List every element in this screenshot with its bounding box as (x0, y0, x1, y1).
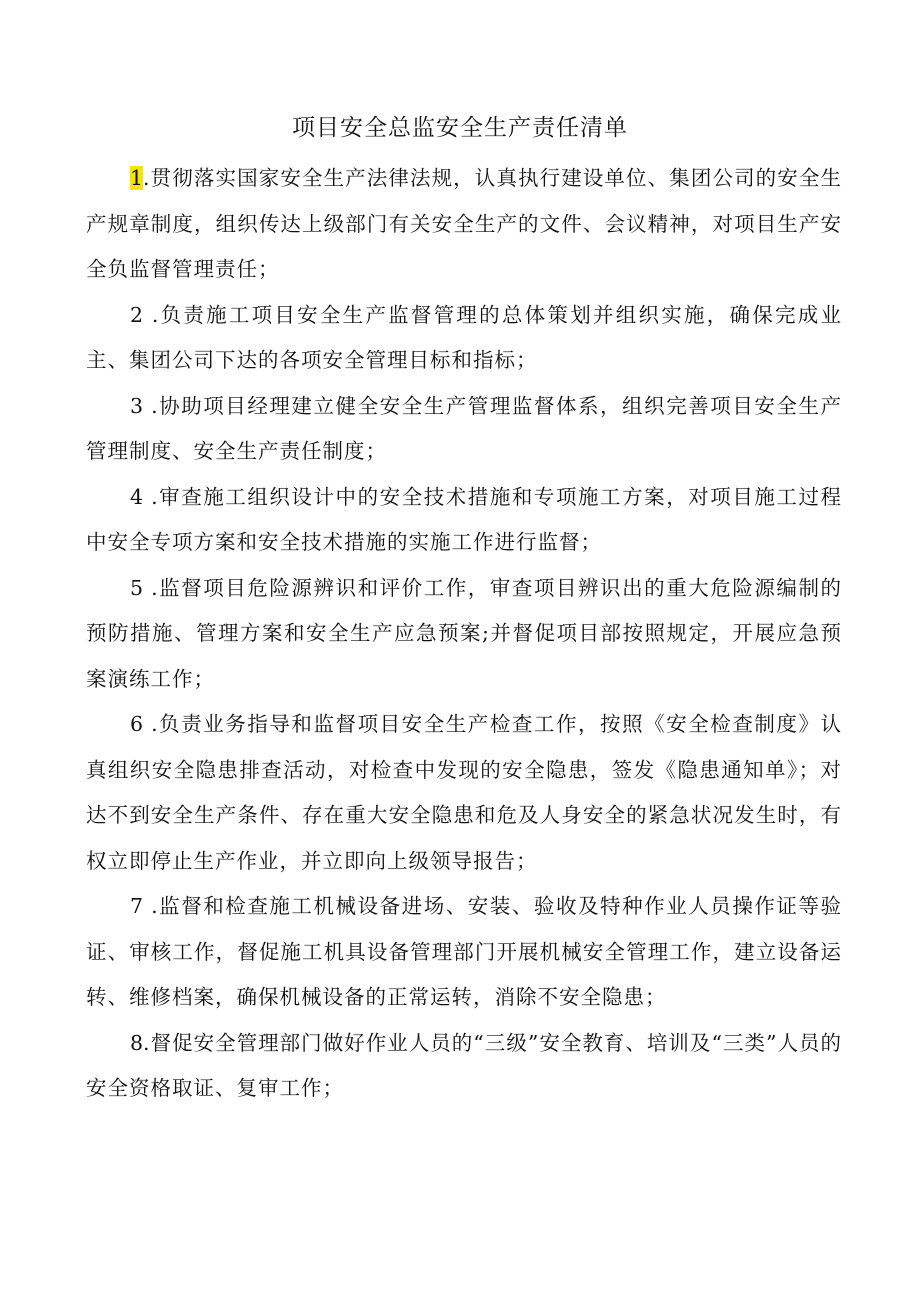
list-item (86, 384, 842, 475)
item-text: .协助项目经理建立健全安全生产管理监督体系，组织完善项目安全生产管理制度、安全生产责任制度； (86, 393, 842, 463)
item-text: .督促安全管理部门做好作业人员的“三级”安全教育、培训及“三类”人员的安全资格取证、复审工作； (86, 1030, 842, 1100)
list-item (86, 702, 842, 884)
item-text: .监督项目危险源辨识和评价工作，审查项目辨识出的重大危险源编制的预防措施、管理方案和安全生产应急预案;并督促项目部按照规定，开展应急预案演练工作； (86, 575, 842, 691)
item-text: .负责业务指导和监督项目安全生产检查工作，按照《安全检查制度》认真组织安全隐患排查活动，对检查中发现的安全隐患，签发《隐患通知单》；对达不到安全生产条件、存在重大安全隐患和危及人身安全的紧急状况发生时，有权立即停止生产作业，并立即向上级领导报告； (86, 712, 842, 873)
item-number: 5 (130, 575, 144, 600)
item-text: .负责施工项目安全生产监督管理的总体策划并组织实施，确保完成业主、集团公司下达的各项安全管理目标和指标； (86, 302, 842, 372)
list-item (86, 156, 842, 293)
item-text: .贯彻落实国家安全生产法律法规，认真执行建设单位、集团公司的安全生产规章制度，组织传达上级部门有关安全生产的文件、会议精神，对项目生产安全负监督管理责任； (86, 166, 842, 281)
list-item (86, 293, 842, 384)
item-number-highlighted: 1 (130, 166, 144, 190)
document-body (86, 156, 842, 1112)
item-number: 7 (130, 894, 144, 918)
item-number: 2 (130, 302, 144, 327)
item-number: 6 (130, 712, 144, 736)
item-number: 3 (130, 393, 144, 418)
list-item (86, 475, 842, 566)
list-item (86, 566, 842, 703)
item-text: .审查施工组织设计中的安全技术措施和专项施工方案，对项目施工过程中安全专项方案和安全技术措施的实施工作进行监督； (86, 484, 842, 554)
document-title: 项目安全总监安全生产责任清单 (292, 115, 628, 141)
list-item (86, 884, 842, 1021)
list-item (86, 1021, 842, 1112)
item-number: 4 (130, 484, 144, 509)
item-text: .监督和检查施工机械设备进场、安装、验收及特种作业人员操作证等验证、审核工作，督促施工机具设备管理部门开展机械安全管理工作，建立设备运转、维修档案，确保机械设备的正常运转，消除不安全隐患； (86, 894, 842, 1009)
item-number: 8 (130, 1030, 144, 1055)
